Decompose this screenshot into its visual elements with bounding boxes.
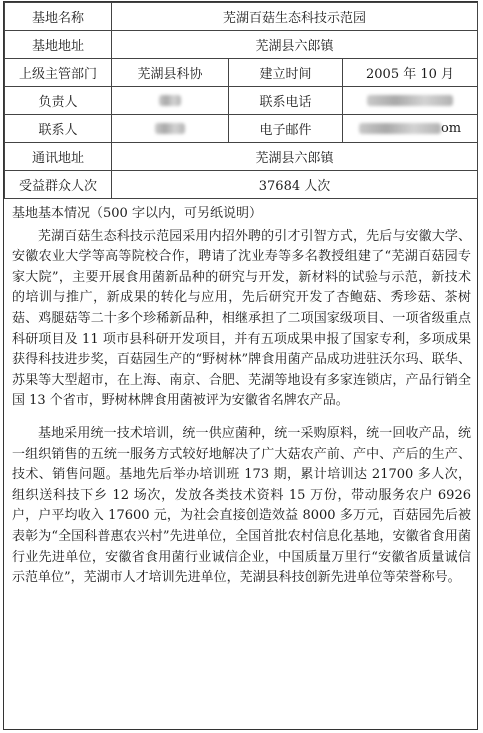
supervisor-label: 上级主管部门	[5, 59, 112, 87]
supervisor-value: 芜湖县科协	[112, 59, 229, 87]
row-supervisor	[5, 59, 478, 87]
row-contact	[5, 115, 478, 143]
contact-value	[112, 115, 229, 143]
row-mailing-address	[5, 143, 478, 171]
mailing-address-label: 通讯地址	[5, 143, 112, 171]
base-info-form	[3, 1, 478, 730]
redacted-email-blur	[359, 123, 441, 134]
email-label: 电子邮件	[229, 115, 343, 143]
redacted-phone-blur	[367, 95, 453, 106]
beneficiaries-value: 37684 人次	[112, 171, 478, 199]
person-in-charge-value	[112, 87, 229, 115]
row-base-address	[5, 31, 478, 59]
base-info-table	[4, 2, 478, 199]
established-value: 2005 年 10 月	[343, 59, 478, 87]
row-base-name	[5, 3, 478, 31]
base-address-value: 芜湖县六郎镇	[112, 31, 478, 59]
person-in-charge-label: 负责人	[5, 87, 112, 115]
base-address-label: 基地地址	[5, 31, 112, 59]
base-name-value: 芜湖百菇生态科技示范园	[112, 3, 478, 31]
row-person-in-charge	[5, 87, 478, 115]
base-name-label: 基地名称	[5, 3, 112, 31]
redacted-name-blur	[159, 95, 181, 106]
description-heading: 基地基本情况（500 字以内，可另纸说明）	[12, 206, 262, 221]
email-suffix: om	[440, 121, 462, 136]
mailing-address-value: 芜湖县六郎镇	[112, 143, 478, 171]
redacted-contact-blur	[155, 123, 185, 134]
base-description	[4, 199, 477, 589]
row-beneficiaries	[5, 171, 478, 199]
phone-value	[343, 87, 478, 115]
contact-label: 联系人	[5, 115, 112, 143]
beneficiaries-label: 受益群众人次	[5, 171, 112, 199]
email-value	[343, 115, 478, 143]
phone-label: 联系电话	[229, 87, 343, 115]
established-label: 建立时间	[229, 59, 343, 87]
description-paragraph-1: 芜湖百菇生态科技示范园采用内招外聘的引才引智方式，先后与安徽大学、安徽农业大学等高等院校合作，聘请了沈业寿等多名教授组建了“芜湖百菇园专家大院”，主要开展食用菌新品种的研究与开发，新材料的试验与示范，新技术的培训与推广，新成果的转化与应用，先后研究开发了杏鲍菇、秀珍菇、茶树菇、鸡腿菇等二十多个珍稀新品种，相继承担了二项国家级项目、一项省级重点科研项目及 11 项市县科研开发项目，并有五项成果申报了国家专利，多项成果获得科技进步奖，百菇园生产的“野树林”牌食用菌产品成功进驻沃尔玛、联华、苏果等大型超市，在上海、南京、合肥、芜湖等地设有多家连锁店，产品行销全国 13 个省市，野树林牌食用菌被评为安徽省名牌农产品。	[12, 228, 471, 409]
description-paragraph-2: 基地采用统一技术培训，统一供应菌种，统一采购原料，统一回收产品，统一组织销售的五统一服务方式较好地解决了广大菇农产前、产中、产后的生产、技术、销售问题。基地先后举办培训班 173 期，累计培训达 21700 多人次，组织送科技下乡 12 场次，发放各类技术资料 15 万份，带动服务农户 6926 户，户平均收入 17600 元，为社会直接创造效益 8000 多万元，百菇园先后被表彰为“全国科普惠农兴村”先进单位，全国首批农村信息化基地，安徽省食用菌行业先进单位，安徽省食用菌行业诚信企业，中国质量万里行“安徽省质量诚信示范单位”，芜湖市人才培训先进单位，芜湖县科技创新先进单位等荣誉称号。	[12, 425, 471, 586]
